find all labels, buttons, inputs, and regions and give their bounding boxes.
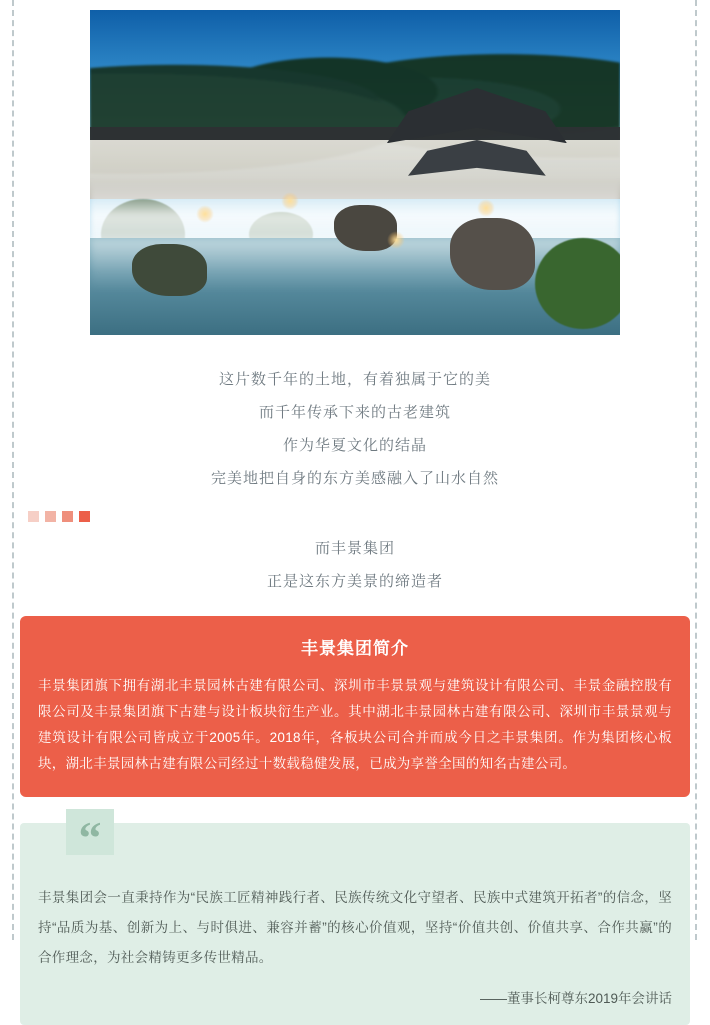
company-intro-title: 丰景集团简介 [301,639,409,658]
decorative-square [45,511,56,522]
quote-signature: ——董事长柯尊东2019年会讲话 [479,991,672,1006]
decorative-square [62,511,73,522]
hero-lamp-glow [387,231,405,249]
company-intro-card [20,616,690,797]
quote-body: 丰景集团会一直秉持作为“民族工匠精神践行者、民族传统文化守望者、民族中式建筑开拓者”的信念，坚持“品质为基、创新为上、与时俱进、兼容并蓄”的核心价值观，坚持“价值共创、价值共享、合作共赢”的合作理念，为社会精铸更多传世精品。 [38,890,672,965]
poem-line: 正是这东方美景的缔造者 [266,573,443,590]
poem-line: 作为华夏文化的结晶 [282,437,427,454]
hero-rock [132,244,206,296]
hero-rock [450,218,535,290]
decorative-square [79,511,90,522]
poem-line: 完美地把自身的东方美感融入了山水自然 [210,470,499,487]
quote-card [20,812,690,1025]
poem-second [20,522,690,598]
decorative-squares [28,511,690,522]
hero-lamp-glow [196,205,214,223]
hero-image-wrap [20,0,690,335]
poem-first [20,335,690,495]
poem-line: 而丰景集团 [314,540,395,557]
quote-mark-icon: “ [66,809,114,855]
hero-image [90,10,620,335]
hero-lamp-glow [477,199,495,217]
hero-lamp-glow [281,192,299,210]
decorative-square [28,511,39,522]
poem-line: 这片数千年的土地，有着独属于它的美 [218,371,491,388]
hero-bush [535,238,620,329]
poem-line: 而千年传承下来的古老建筑 [258,404,451,421]
company-intro-body: 丰景集团旗下拥有湖北丰景园林古建有限公司、深圳市丰景景观与建筑设计有限公司、丰景金融控股有限公司及丰景集团旗下古建与设计板块衍生产业。其中湖北丰景园林古建有限公司、深圳市丰景景观与建筑设计有限公司皆成立于2005年。2018年，各板块公司合并而成今日之丰景集团。作为集团核心板块，湖北丰景园林古建有限公司经过十数载稳健发展，已成为享誉全国的知名古建公司。 [38,678,672,771]
